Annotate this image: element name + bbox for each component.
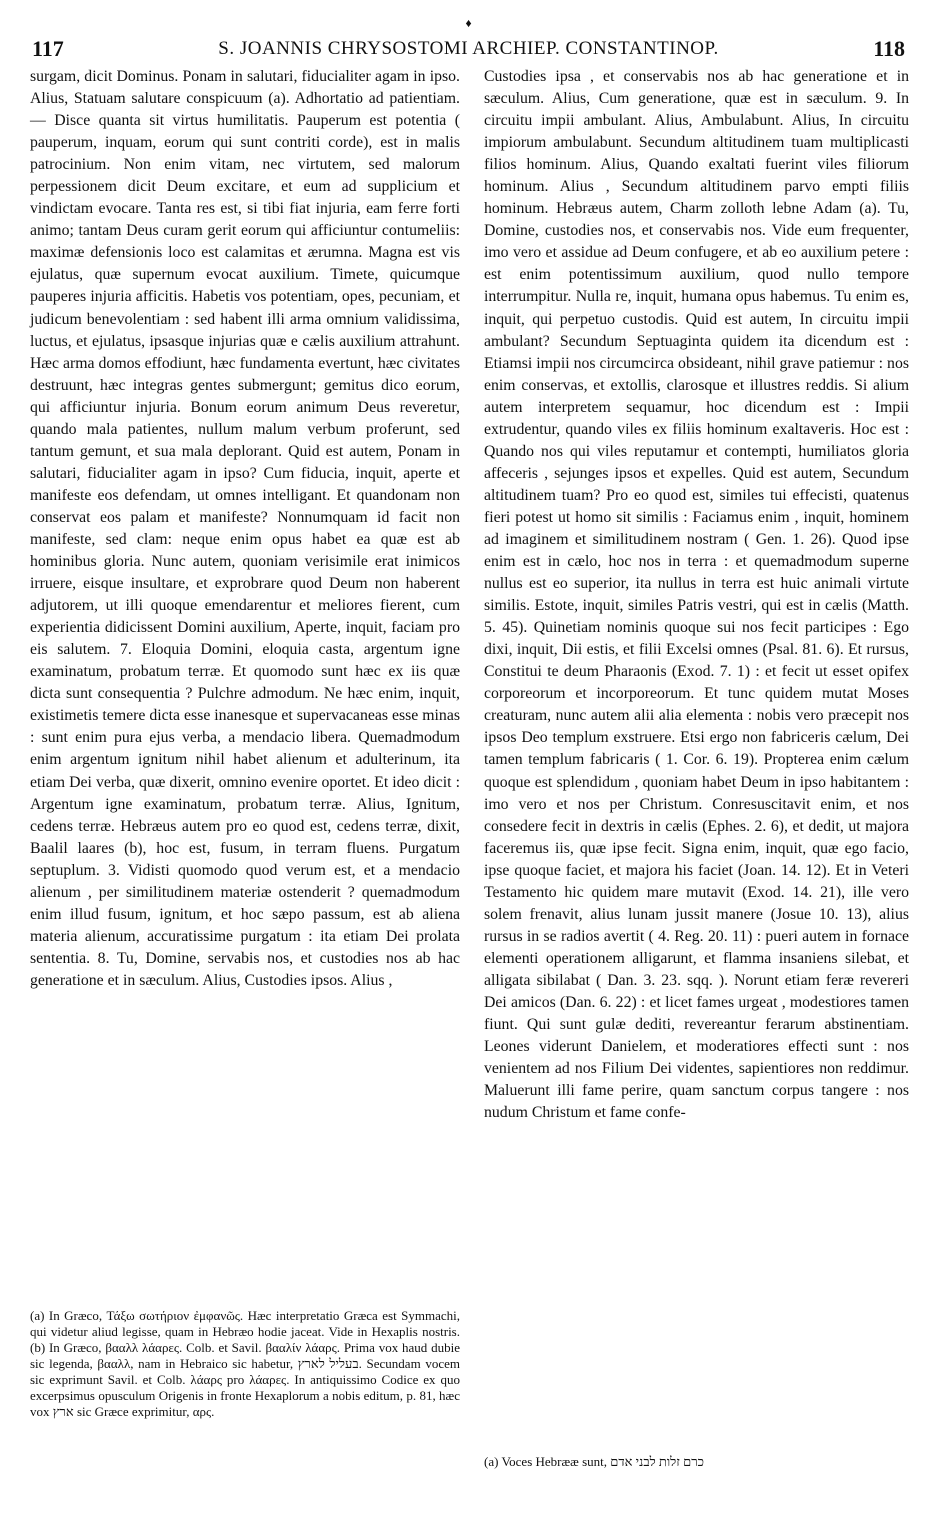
running-title: S. JOANNIS CHRYSOSTOMI ARCHIEP. CONSTANTINOP. (218, 38, 719, 59)
left-footnotes (30, 1308, 460, 1420)
right-footnote-text: (a) Voces Hebrææ sunt, כרם זלות לבני אדם (484, 1454, 704, 1469)
page-number-left: 117 (32, 36, 64, 61)
right-column (484, 66, 909, 1124)
left-column (30, 66, 460, 992)
left-footnote-text: (a) In Græco, Τάξω σωτήριον ἐμφανῶς. Hæc interpretatio Græca est Symmachi, qui videtur aliud legisse, quam in Hebræo hodie jaceat. Vide in Hexaplis nostris. (b) In Græco, βααλλ λάαρες. Colb. et Savil. βααλίν λάαρς. Prima vox haud dubie sic legenda, βααλλ, nam in Hebraico sic habetur, בעליל לארץ. Secundam vocem sic exprimunt Savil. et Colb. λάαρς pro λάαρες. In antiquissimo Codice ex quo excerpsimus opusculum Origenis in fronte Hexaplorum a nobis editum, p. 81, hæc vox ארץ sic Græce exprimitur, αρς. (30, 1308, 460, 1419)
ornament: ♦ (465, 16, 472, 30)
page-header (30, 16, 907, 64)
right-column-text: Custodies ipsa , et conservabis nos ab hac generatione et in sæculum. Alius, Cum generatione, quæ est in sæculum. 9. In circuitu impii ambulant. Alius, Ambulabunt. Alius, In circuitu impiorum ambulabunt. Secundum altitudinem tuam multiplicasti filios hominum. Alius, Quando exaltati fuerint viles filiorum hominum. Alius , Secundum altitudinem parvo empti filiis hominum. Hebræus autem, Charm zolloth lebne Adam (a). Tu, Domine, custodies nos, et conservabis nos. Vide eum frequenter, imo vero et assidue ad Deum confugere, et ab eo auxilium petere : est enim potentissimum auxilium, quod nullo tempore interrumpitur. Nulla re, inquit, humana opus habemus. Tu enim es, inquit, qui perpetuo custodis. Quid est autem, In circuitu impii ambulant? Secundum Septuaginta quidem ita dicendum est : Etiamsi impii nos circumcirca obsideant, nihil grave patiemur : nos enim conservas, et extollis, clarosque et illustres reddis. Si alium autem interpretem sequamur, hoc dicendum est : Impii extrudentur, quando viles ex filiis hominum exaltaveris. Hoc est : Quando nos qui viles reputamur et contempti, humiliatos gloria affeceris , sejunges ipsos et expelles. Quid est autem, Secundum altitudinem tuam? Pro eo quod est, similes tui effecisti, quatenus fieri potest ut homo sit similis : Faciamus enim , inquit, hominem ad imaginem et similitudinem nostram ( Gen. 1. 26). Quod ipse enim est in cælo, hoc nos in terra : et quemadmodum superne nullus est eo superior, ita nullus in terra est huic animali virtute similis. Estote, inquit, similes Patris vestri, qui est in cælis (Matth. 5. 45). Quinetiam nominis quoque sui nos fecit participes : Ego dixi, inquit, Dii estis, et filii Excelsi omnes (Psal. 81. 6). Et rursus, Constitui te deum Pharaonis (Exod. 7. 1) : et fecit ut esset opifex corporeorum et incorporeorum. Et tunc quidem mutat Moses creaturam, nunc autem alii alia elementa : nobis vero præcepit nos ipsos Deo templum exstruere. Etsi ergo non fabriceris cælum, Dei tamen templum fabricaris ( 1. Cor. 6. 19). Propterea enim cælum quoque est splendidum , quoniam habet Deum in ipso habitantem : imo vero et nos per Christum. Conresuscitavit enim, et nos consedere fecit in dextris in cælis (Ephes. 2. 6), et dedit, ut majora faceremus iis, quæ ipse fecit. Signa enim, inquit, quæ ego facio, ipse quoque faciet, et majora his faciet (Joan. 14. 12). Et in Veteri Testamento hic quidem mare mutavit (Exod. 14. 21), ille vero solem frenavit, alius lunam jussit manere (Josue 10. 13), alius rursus in se radios avertit ( 4. Reg. 20. 11) : pueri autem in fornace elementi operationem alligarunt, et flamma insaniens silebat, et alligata sibilabat ( Dan. 3. 23. sqq. ). Norunt etiam feræ revereri Dei amicos (Dan. 6. 22) : et licet fames urgeat , modestiores tamen fiunt. Qui sunt gulæ dediti, revereantur ferarum abstinentiam. Leones viderunt Danielem, et moderatiores effecti sunt : nos venientem ad nos Filium Dei videntes, sapientiores non reddimur. Maluerunt illi fame perire, quam sanctum corpus tangere : nos nudum Christum et fame confe- (484, 68, 909, 1122)
right-footnotes (484, 1454, 909, 1470)
page-number-right: 118 (873, 36, 905, 61)
left-column-text: surgam, dicit Dominus. Ponam in salutari, fiducialiter agam in ipso. Alius, Statuam salutare conspicuum (a). Adhortatio ad patientiam. — Disce quanta sit virtus humilitatis. Pauperum est potentia ( pauperum, inquam, eorum qui sunt contriti corde), est in malis patrocinium. Non enim vitam, nec virtutem, sed malorum perpessionem dicit Deum excitare, et eum ad supplicium et vindictam evocare. Tanta res est, si tibi fiat injuria, eam ferre forti animo; tantam Deus curam gerit eorum qui afficiuntur contumeliis: maximæ defensionis loco est calamitas et ærumna. Magna est vis ejulatus, quæ supernum evocat auxilium. Timete, quicumque pauperes injuria afficitis. Habetis vos potentiam, opes, pecuniam, et judicum benevolentiam : sed habent illi arma omnium validissima, luctus, et ejulatus, ipsasque injurias quæ e cælis auxilium attrahunt. Hæc arma domos effodiunt, hæc fundamenta evertunt, hæc civitates destruunt, hæc integras gentes submergunt; gemitus dico eorum, qui afficiuntur injuria. Bonum eorum animum Deus reveretur, quando mala patientes, nullum malum verbum proferunt, sed tantum gemunt, et sua mala deplorant. Quid est autem, Ponam in salutari, fiducialiter agam in ipso? Cum fiducia, inquit, aperte et manifeste eos defendam, ut omnes intelligant. Et quandonam non conservat eos palam et manifeste? Nonnumquam id facit non manifeste, sed clam: neque enim opus habet ea quæ est ab hominibus gloria. Nunc autem, quoniam verisimile erat inimicos irruere, eisque insultare, et exprobrare quod Deum non haberent adjutorem, ut illi quoque emendarentur et meliores fierent, cum experientia didicissent Domini auxilium, Aperte, inquit, faciam pro eis salutem. 7. Eloquia Domini, eloquia casta, argentum igne examinatum, probatum terræ. Et quomodo sunt hæc ex iis quæ dicta sunt consequentia ? Pulchre admodum. Ne hæc enim, inquit, existimetis temere dicta esse inanesque et supervacaneas esse minas : sunt enim pura ejus verba, a mendacio libera. Quemadmodum enim argentum ignitum nihil habet alienum et adulterinum, ita etiam Dei verba, quæ dixerit, omnino evenire oportet. Et ideo dicit : Argentum igne examinatum, probatum terræ. Alius, Ignitum, cedens terræ. Hebræus autem pro eo quod est, cedens terræ, dixit, Baalil laares (b), hoc est, fusum, in terram fluens. Purgatum septuplum. 3. Vidisti quomodo quod verum est, et a mendacio alienum , per similitudinem materiæ ostenderit ? quemadmodum enim illud fusum, ignitum, et hoc sæpo passum, est ab aliena materia alienum, accuratissime purgatum : ita etiam Dei prolata sententia. 8. Tu, Domine, servabis nos, et custodies nos ab hac generatione et in sæculum. Alius, Custodies ipsos. Alius , (30, 68, 460, 989)
